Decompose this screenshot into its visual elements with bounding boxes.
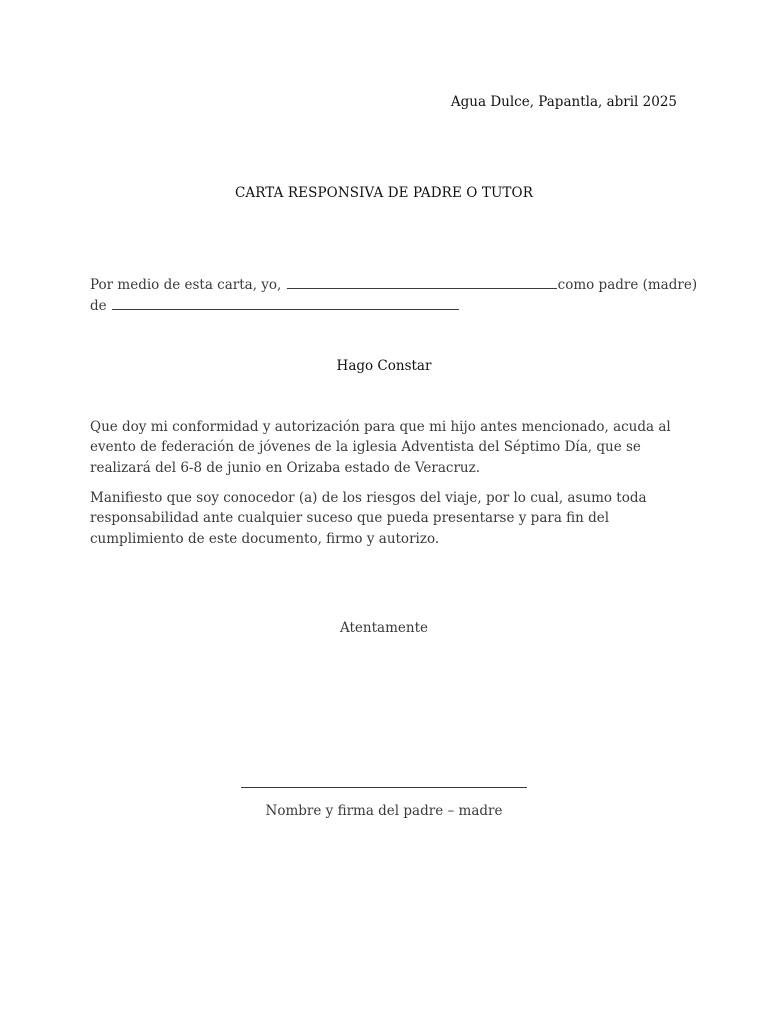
intro-line-1 xyxy=(90,275,698,296)
intro-text-middle: como padre (madre) xyxy=(557,277,698,293)
date-line: Agua Dulce, Papantla, abril 2025 xyxy=(450,94,677,110)
child-name-blank xyxy=(112,296,459,310)
signature-line xyxy=(241,787,527,788)
intro-text-end: de xyxy=(90,297,111,314)
document-title: CARTA RESPONSIVA DE PADRE O TUTOR xyxy=(235,185,533,201)
signature-caption: Nombre y firma del padre – madre xyxy=(265,803,503,819)
closing-text: Atentamente xyxy=(340,620,428,636)
section-heading: Hago Constar xyxy=(336,358,432,374)
intro-text-start: Por medio de esta carta, yo, xyxy=(90,277,286,293)
authorization-paragraph: Que doy mi conformidad y autorización para que mi hijo antes mencionado, acuda al evento de federación de jóvenes de la iglesia Adventista del Séptimo Día, que se realizará del 6-8 de junio en Orizaba estado de Veracruz. xyxy=(90,419,671,476)
parent-name-blank xyxy=(287,275,557,289)
intro-paragraph xyxy=(90,275,698,316)
intro-line-2 xyxy=(90,296,680,317)
responsibility-paragraph: Manifiesto que soy conocedor (a) de los riesgos del viaje, por lo cual, asumo toda responsabilidad ante cualquier suceso que pueda presentarse y para fin del cumplimiento de este documento, firmo y autorizo. xyxy=(90,490,647,547)
